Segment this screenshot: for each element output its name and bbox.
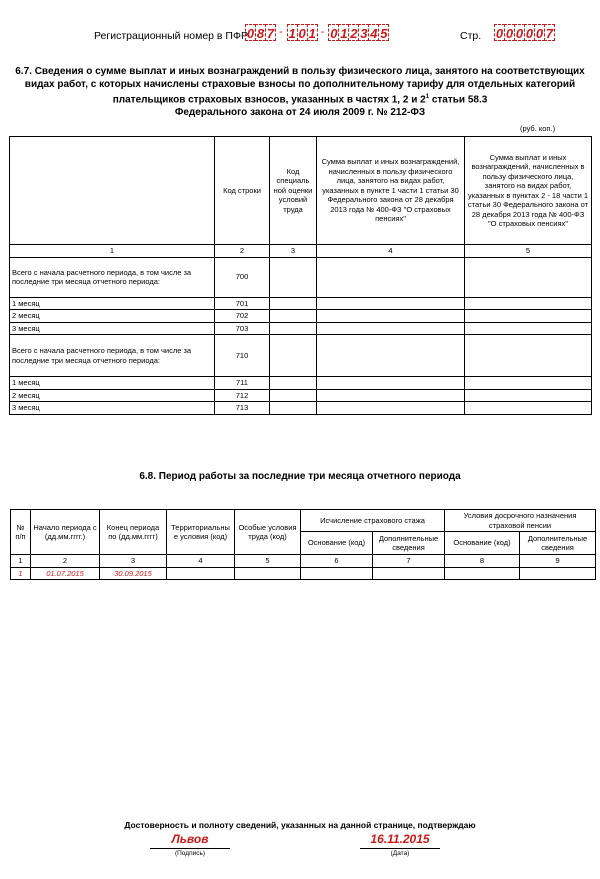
col-number: 5 [465,245,592,258]
value-cell[interactable] [167,567,235,580]
row-label: 1 месяц [10,297,215,310]
header-code: Код строки [215,137,270,245]
signature-line [150,848,230,849]
reg-cell[interactable]: 1 [308,26,316,41]
table-row [11,567,596,580]
section-6-8-title: 6.8. Период работы за последние три месяца отчетного периода [139,471,461,482]
reg-cell[interactable]: 1 [340,26,348,41]
reg-cell[interactable]: 4 [370,26,378,41]
page-number-cells [494,24,554,41]
value-cell[interactable] [317,310,465,323]
header-extra: Дополнительные сведения [373,532,445,555]
col-number: 1 [10,245,215,258]
table-row [10,335,592,377]
page-label: Стр. [460,30,482,42]
row-num[interactable]: 1 [11,567,31,580]
page-cell[interactable]: 0 [505,26,514,41]
col-number: 1 [11,555,31,568]
value-cell[interactable] [270,402,317,415]
row-code: 711 [215,377,270,390]
reg-cell[interactable]: 0 [330,26,338,41]
row-code: 713 [215,402,270,415]
value-cell[interactable] [465,297,592,310]
row-label: 2 месяц [10,389,215,402]
reg-cell[interactable]: 5 [380,26,388,41]
row-label: 1 месяц [10,377,215,390]
table-row [10,402,592,415]
value-cell[interactable] [465,310,592,323]
table-row [10,389,592,402]
reg-cell[interactable]: 7 [266,26,275,41]
reg-cell[interactable]: 0 [298,26,306,41]
value-cell[interactable] [317,402,465,415]
page-cell[interactable]: 0 [525,26,534,41]
value-cell[interactable] [270,389,317,402]
header-sum-points2-18: Сумма выплат и иных вознаграждений, начисленных в пользу физического лица, занятого на видах работ, указанных в пунктах 2 - 18 части 1 статьи 30 Федерального закона от 28 декабря 2013 года № 400-ФЗ "О страховых пенсиях" [465,137,592,245]
header-stazh: Исчисление страхового стажа [301,510,445,532]
table-row [10,322,592,335]
row-code: 712 [215,389,270,402]
value-cell[interactable] [445,567,520,580]
value-cell[interactable] [270,257,317,297]
signature-caption: (Подпись) [174,850,206,857]
value-cell[interactable] [270,335,317,377]
header-special: Особые условия труда (код) [235,510,301,555]
reg-number-label: Регистрационный номер в ПФР [94,30,248,42]
col-number: 7 [373,555,445,568]
reg-number-cells [245,24,388,41]
page-cell[interactable]: 0 [515,26,524,41]
value-cell[interactable] [317,322,465,335]
reg-cell[interactable]: 1 [288,26,296,41]
value-cell[interactable] [465,257,592,297]
reg-cell[interactable]: 8 [256,26,265,41]
value-cell[interactable] [317,377,465,390]
reg-cell[interactable]: 0 [246,26,255,41]
page-cell[interactable]: 0 [495,26,504,41]
reg-cell[interactable]: 3 [360,26,368,41]
header-start: Начало периода с (дд.мм.гггг.) [31,510,100,555]
col-number: 2 [31,555,100,568]
section-6-7-title: 6.7. Сведения о сумме выплат и иных вознаграждений в пользу физического лица, занятого на соответствующих видах работ, с которых начислены страховые взносы по дополнительному тарифу для отдельных категорий плательщиков страховых взносов, указанных в частях 1, 2 и $2^1$ статьи 58.3 Федерального закона от 24 июля 2009 г. № 212-ФЗ [15,66,585,118]
page-cell[interactable]: 7 [545,26,554,41]
value-cell[interactable] [235,567,301,580]
row-code: 701 [215,297,270,310]
row-label: Всего с начала расчетного периода, в том числе за последние три месяца отчетного периода: [10,335,215,377]
row-code: 702 [215,310,270,323]
col-number: 3 [100,555,167,568]
value-cell[interactable] [317,389,465,402]
value-cell[interactable] [270,310,317,323]
header-territorial: Территориальны е условия (код) [167,510,235,555]
reg-cell[interactable]: 2 [350,26,358,41]
value-cell[interactable] [465,322,592,335]
reg-separator: - [320,26,325,38]
value-cell[interactable] [317,297,465,310]
header-basis: Основание (код) [301,532,373,555]
header-early-pension: Условия досрочного назначения страховой пенсии [445,510,596,532]
row-code: 710 [215,335,270,377]
row-label: 3 месяц [10,322,215,335]
value-cell[interactable] [301,567,373,580]
header-num: № п/п [11,510,31,555]
row-code: 703 [215,322,270,335]
col-number: 9 [520,555,596,568]
col-number: 3 [270,245,317,258]
row-label: 3 месяц [10,402,215,415]
col-number: 5 [235,555,301,568]
value-cell[interactable] [270,377,317,390]
date-value[interactable]: 16.11.2015 [370,832,430,846]
header-end: Конец периода по (дд.мм.гггг) [100,510,167,555]
period-end[interactable]: 30.09.2015 [100,567,167,580]
page-cell[interactable]: 0 [535,26,544,41]
header-extra: Дополнительные сведения [520,532,596,555]
table-row [10,310,592,323]
header-sum-point1: Сумма выплат и иных вознаграждений, начисленных в пользу физического лица, занятого на видах работ, указанных в пункте 1 части 1 статьи 30 Федерального закона от 28 декабря 2013 года № 400-ФЗ "О страховых пенсиях" [317,137,465,245]
col-number: 8 [445,555,520,568]
value-cell[interactable] [317,257,465,297]
row-code: 700 [215,257,270,297]
units-label: (руб. коп.) [520,124,556,133]
value-cell[interactable] [465,389,592,402]
table-row [10,297,592,310]
payments-table [9,136,592,415]
row-label: 2 месяц [10,310,215,323]
period-start[interactable]: 01.07.2015 [31,567,100,580]
col-number: 2 [215,245,270,258]
confirmation-text: Достоверность и полноту сведений, указанных на данной странице, подтверждаю [124,820,476,830]
value-cell[interactable] [270,322,317,335]
date-line [360,848,440,849]
col-number: 4 [317,245,465,258]
table-row [10,257,592,297]
value-cell[interactable] [520,567,596,580]
value-cell[interactable] [317,335,465,377]
value-cell[interactable] [465,402,592,415]
value-cell[interactable] [270,297,317,310]
header-basis: Основание (код) [445,532,520,555]
work-period-table [10,509,596,580]
value-cell[interactable] [373,567,445,580]
reg-separator: - [279,26,283,38]
table-row [10,377,592,390]
value-cell[interactable] [465,335,592,377]
value-cell[interactable] [465,377,592,390]
col-number: 6 [301,555,373,568]
header-empty [10,137,215,245]
date-caption: (Дата) [390,850,410,857]
header-special-assessment: Код специаль ной оценки условий труда [270,137,317,245]
col-number: 4 [167,555,235,568]
row-label: Всего с начала расчетного периода, в том числе за последние три месяца отчетного периода: [10,257,215,297]
signature-value[interactable]: Львов [171,832,209,846]
